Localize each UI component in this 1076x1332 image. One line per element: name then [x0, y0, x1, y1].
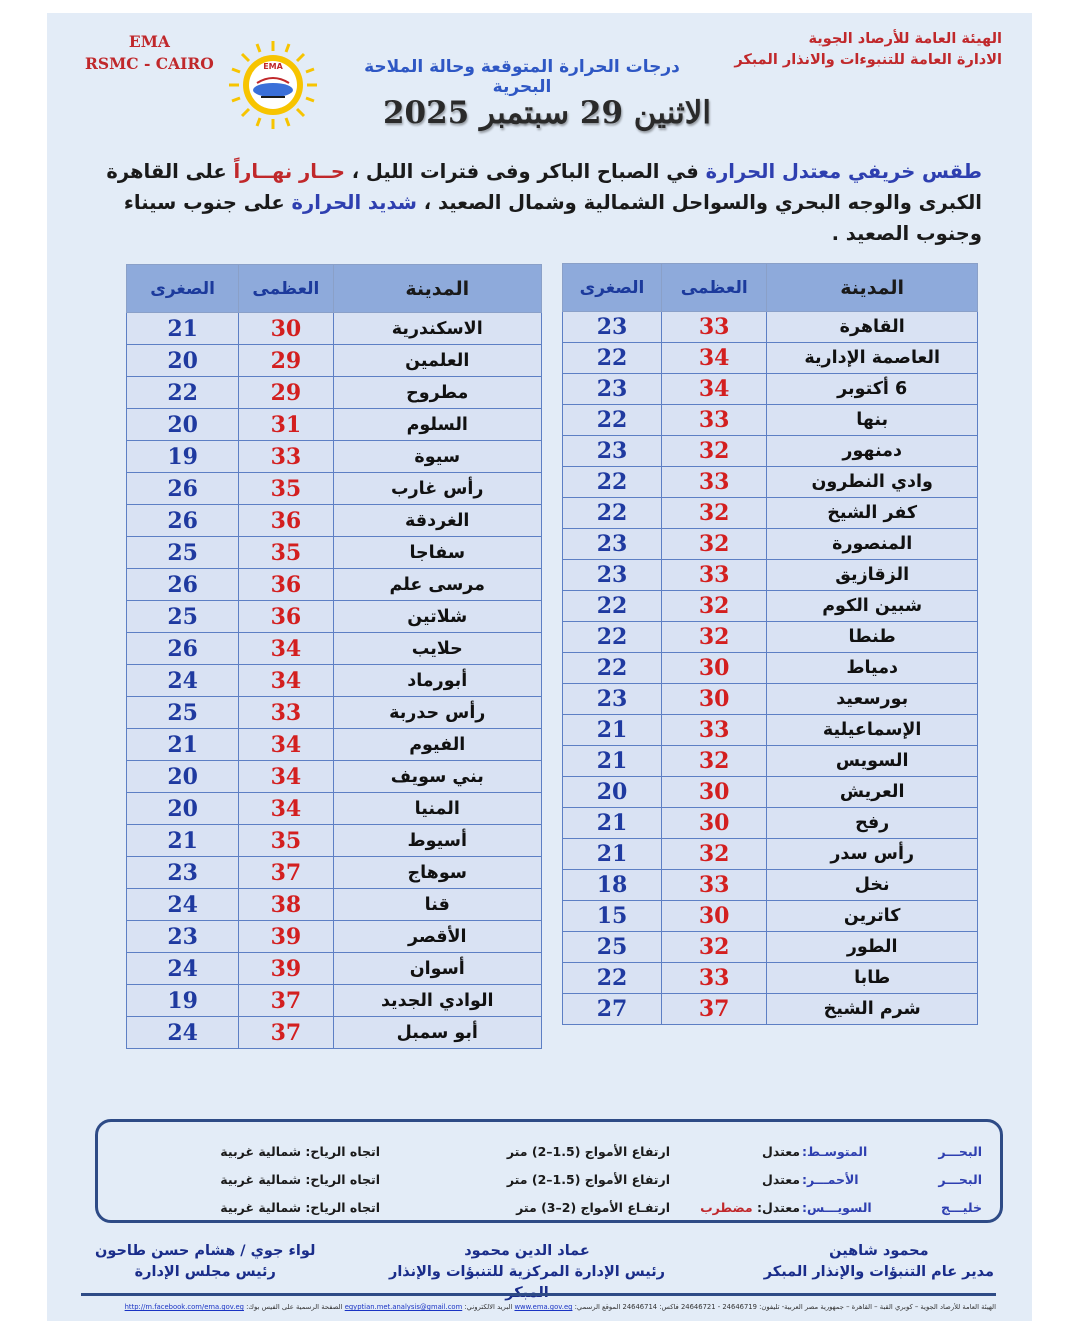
table-row — [563, 498, 978, 529]
min-temp-cell: 24 — [127, 1017, 239, 1049]
max-temp-cell: 34 — [239, 665, 333, 697]
min-temp-cell: 23 — [563, 560, 662, 591]
city-cell: سفاجا — [333, 537, 542, 569]
sea-state — [700, 1200, 800, 1215]
city-cell: حلايب — [333, 633, 542, 665]
sea-row — [98, 1172, 1000, 1194]
min-temp-cell: 27 — [563, 994, 662, 1025]
min-temp-cell: 24 — [127, 953, 239, 985]
city-cell: نخل — [767, 870, 978, 901]
max-temp-cell: 36 — [239, 601, 333, 633]
table-row — [563, 591, 978, 622]
table-row — [127, 889, 542, 921]
min-temp-cell: 24 — [127, 665, 239, 697]
desc-part-2: في الصباح الباكر وفى فترات الليل ، — [344, 160, 706, 183]
desc-part-5: شديد الحرارة — [291, 191, 417, 214]
min-temp-cell: 21 — [563, 808, 662, 839]
sea-row — [98, 1200, 1000, 1222]
max-temp-cell: 30 — [662, 777, 767, 808]
max-temp-cell: 36 — [239, 569, 333, 601]
min-temp-cell: 25 — [127, 537, 239, 569]
footer-address: الهيئة العامة للأرصاد الجوية – كوبري القبة – القاهرة – جمهورية مصر العربية- تليفون: 24646719 - 24646721 فاكس: 24646714 الموقع الرسمي: — [574, 1303, 996, 1311]
min-temp-cell: 26 — [127, 633, 239, 665]
min-temp-cell: 20 — [127, 345, 239, 377]
table-row — [563, 653, 978, 684]
min-temp-cell: 23 — [563, 684, 662, 715]
min-temp-cell: 26 — [127, 569, 239, 601]
header-min: الصغرى — [127, 265, 239, 313]
max-temp-cell: 34 — [239, 633, 333, 665]
table-row — [563, 560, 978, 591]
city-cell: الزقازيق — [767, 560, 978, 591]
footer-facebook-link[interactable]: http://m.facebook.com/ema.gov.eg — [124, 1303, 244, 1311]
min-temp-cell: 19 — [127, 985, 239, 1017]
city-cell: الطور — [767, 932, 978, 963]
max-temp-cell: 34 — [662, 343, 767, 374]
max-temp-cell: 33 — [662, 467, 767, 498]
sea-state — [762, 1144, 800, 1159]
min-temp-cell: 22 — [563, 591, 662, 622]
desc-part-6: على جنوب سيناء وجنوب الصعيد . — [123, 191, 982, 245]
temperature-table-left — [126, 264, 542, 1049]
city-cell: السويس — [767, 746, 978, 777]
city-cell: رفح — [767, 808, 978, 839]
weather-description — [87, 156, 982, 249]
footer-divider — [81, 1293, 996, 1296]
city-cell: المنيا — [333, 793, 542, 825]
min-temp-cell: 20 — [127, 409, 239, 441]
city-cell: شبين الكوم — [767, 591, 978, 622]
city-cell: طابا — [767, 963, 978, 994]
city-cell: كاترين — [767, 901, 978, 932]
max-temp-cell: 29 — [239, 377, 333, 409]
max-temp-cell: 37 — [662, 994, 767, 1025]
table-row — [127, 793, 542, 825]
org-line-2: الادارة العامة للتنبوءات والانذار المبكر — [734, 52, 1002, 68]
page-subtitle: درجات الحرارة المتوقعة وحالة الملاحة البحرية — [364, 57, 680, 97]
min-temp-cell: 23 — [127, 857, 239, 889]
max-temp-cell: 39 — [239, 953, 333, 985]
marine-conditions-box — [95, 1119, 1003, 1223]
table-row — [563, 746, 978, 777]
max-temp-cell: 37 — [239, 1017, 333, 1049]
min-temp-cell: 26 — [127, 505, 239, 537]
sea-state-warning: مضطرب — [700, 1200, 753, 1215]
min-temp-cell: 19 — [127, 441, 239, 473]
max-temp-cell: 32 — [662, 932, 767, 963]
max-temp-cell: 30 — [662, 808, 767, 839]
min-temp-cell: 22 — [563, 963, 662, 994]
table-row — [127, 697, 542, 729]
max-temp-cell: 35 — [239, 537, 333, 569]
signature-title: مدير عام التنبؤات والإنذار المبكر — [763, 1264, 994, 1280]
min-temp-cell: 20 — [563, 777, 662, 808]
max-temp-cell: 31 — [239, 409, 333, 441]
min-temp-cell: 21 — [563, 746, 662, 777]
city-cell: كفر الشيخ — [767, 498, 978, 529]
table-row — [563, 343, 978, 374]
min-temp-cell: 25 — [127, 697, 239, 729]
min-temp-cell: 22 — [127, 377, 239, 409]
table-row — [127, 665, 542, 697]
min-temp-cell: 23 — [563, 312, 662, 343]
max-temp-cell: 30 — [662, 684, 767, 715]
min-temp-cell: 25 — [563, 932, 662, 963]
table-row — [127, 441, 542, 473]
table-row — [127, 505, 542, 537]
min-temp-cell: 22 — [563, 653, 662, 684]
signature-name: عماد الدين محمود — [464, 1243, 590, 1259]
table-row — [127, 921, 542, 953]
sea-row — [98, 1144, 1000, 1166]
city-cell: بني سويف — [333, 761, 542, 793]
min-temp-cell: 23 — [127, 921, 239, 953]
header-max: العظمى — [662, 264, 767, 312]
city-cell: السلوم — [333, 409, 542, 441]
table-row — [127, 537, 542, 569]
max-temp-cell: 37 — [239, 857, 333, 889]
max-temp-cell: 33 — [662, 405, 767, 436]
min-temp-cell: 21 — [127, 313, 239, 345]
city-cell: سيوة — [333, 441, 542, 473]
city-cell: أبو سمبل — [333, 1017, 542, 1049]
city-cell: القاهرة — [767, 312, 978, 343]
sea-waves: ارتفاع الأمواج (1.5–2) متر — [506, 1172, 670, 1187]
max-temp-cell: 33 — [662, 870, 767, 901]
min-temp-cell: 22 — [563, 467, 662, 498]
max-temp-cell: 33 — [239, 441, 333, 473]
city-cell: دمياط — [767, 653, 978, 684]
max-temp-cell: 38 — [239, 889, 333, 921]
max-temp-cell: 30 — [662, 901, 767, 932]
min-temp-cell: 22 — [563, 405, 662, 436]
forecast-date: الاثنين 29 سبتمبر 2025 — [382, 95, 712, 131]
table-row — [127, 825, 542, 857]
forecast-page — [47, 13, 1032, 1321]
footer-email-label: البريد الالكتروني: — [464, 1303, 513, 1311]
min-temp-cell: 20 — [127, 793, 239, 825]
table-row — [563, 839, 978, 870]
max-temp-cell: 36 — [239, 505, 333, 537]
city-cell: مرسى علم — [333, 569, 542, 601]
table-row — [127, 377, 542, 409]
footer-facebook-label: الصفحة الرسمية على الفيس بوك: — [246, 1303, 343, 1311]
city-cell: أسوان — [333, 953, 542, 985]
signature-title: رئيس مجلس الإدارة — [134, 1264, 276, 1280]
min-temp-cell: 23 — [563, 374, 662, 405]
max-temp-cell: 34 — [662, 374, 767, 405]
min-temp-cell: 23 — [563, 529, 662, 560]
city-cell: الوادي الجديد — [333, 985, 542, 1017]
max-temp-cell: 32 — [662, 746, 767, 777]
max-temp-cell: 32 — [662, 591, 767, 622]
table-row — [563, 963, 978, 994]
table-row — [127, 953, 542, 985]
sea-waves: ارتفاع الأمواج (1.5–2) متر — [506, 1144, 670, 1159]
city-cell: طنطا — [767, 622, 978, 653]
max-temp-cell: 34 — [239, 729, 333, 761]
max-temp-cell: 34 — [239, 793, 333, 825]
footer-website-link[interactable]: www.ema.gov.eg — [514, 1303, 573, 1311]
max-temp-cell: 32 — [662, 529, 767, 560]
table-row — [563, 467, 978, 498]
city-cell: الاسكندرية — [333, 313, 542, 345]
city-cell: سوهاج — [333, 857, 542, 889]
max-temp-cell: 32 — [662, 436, 767, 467]
city-cell: العاصمة الإدارية — [767, 343, 978, 374]
city-cell: الإسماعيلية — [767, 715, 978, 746]
table-row — [563, 901, 978, 932]
table-row — [563, 436, 978, 467]
city-cell: رأس حدربة — [333, 697, 542, 729]
min-temp-cell: 15 — [563, 901, 662, 932]
city-cell: رأس غارب — [333, 473, 542, 505]
max-temp-cell: 33 — [239, 697, 333, 729]
org-name-arabic — [734, 29, 1002, 71]
max-temp-cell: 35 — [239, 473, 333, 505]
city-cell: شرم الشيخ — [767, 994, 978, 1025]
org-name-english — [85, 31, 214, 75]
city-cell: الأقصر — [333, 921, 542, 953]
city-cell: أسيوط — [333, 825, 542, 857]
min-temp-cell: 21 — [127, 825, 239, 857]
table-row — [127, 633, 542, 665]
city-cell: قنا — [333, 889, 542, 921]
table-row — [563, 374, 978, 405]
desc-part-1: طقس خريفي معتدل الحرارة — [705, 160, 982, 183]
max-temp-cell: 39 — [239, 921, 333, 953]
table-row — [563, 777, 978, 808]
city-cell: الفيوم — [333, 729, 542, 761]
max-temp-cell: 33 — [662, 560, 767, 591]
table-row — [563, 312, 978, 343]
table-row — [127, 601, 542, 633]
city-cell: مطروح — [333, 377, 542, 409]
max-temp-cell: 32 — [662, 498, 767, 529]
min-temp-cell: 21 — [563, 715, 662, 746]
max-temp-cell: 32 — [662, 839, 767, 870]
max-temp-cell: 30 — [239, 313, 333, 345]
city-cell: العريش — [767, 777, 978, 808]
table-row — [127, 985, 542, 1017]
header-city: المدينة — [333, 265, 542, 313]
sea-name: البحـــر الأحمـــر: — [802, 1172, 982, 1187]
table-row — [127, 1017, 542, 1049]
sea-name: خليـــج السويـــس: — [802, 1200, 982, 1215]
max-temp-cell: 35 — [239, 825, 333, 857]
min-temp-cell: 24 — [127, 889, 239, 921]
sea-wind: اتجاه الرياح: شمالية غربية — [220, 1200, 380, 1215]
table-row — [127, 345, 542, 377]
city-cell: الغردقة — [333, 505, 542, 537]
temperature-table-right — [562, 263, 978, 1025]
min-temp-cell: 25 — [127, 601, 239, 633]
city-cell: بنها — [767, 405, 978, 436]
table-row — [127, 857, 542, 889]
sea-state-text: معتدل — [762, 1172, 800, 1187]
city-cell: 6 أكتوبر — [767, 374, 978, 405]
min-temp-cell: 21 — [127, 729, 239, 761]
footer-email-link[interactable]: egyptian.met.analysis@gmail.com — [344, 1303, 463, 1311]
min-temp-cell: 18 — [563, 870, 662, 901]
min-temp-cell: 26 — [127, 473, 239, 505]
logo-text: EMA — [263, 62, 283, 71]
city-cell: شلاتين — [333, 601, 542, 633]
table-row — [563, 684, 978, 715]
sea-waves: ارتفـاع الأمواج (2–3) متر — [516, 1200, 670, 1215]
signature-name: محمود شاهين — [829, 1243, 929, 1259]
signature-block — [95, 1241, 315, 1283]
desc-part-3: حــار نهــاراً — [233, 160, 345, 183]
table-row — [127, 409, 542, 441]
city-cell: العلمين — [333, 345, 542, 377]
max-temp-cell: 33 — [662, 312, 767, 343]
max-temp-cell: 34 — [239, 761, 333, 793]
table-row — [563, 405, 978, 436]
table-row — [127, 473, 542, 505]
city-cell: دمنهور — [767, 436, 978, 467]
table-row — [563, 622, 978, 653]
header-city: المدينة — [767, 264, 978, 312]
sea-state-text: معتدل — [762, 1144, 800, 1159]
table-row — [127, 313, 542, 345]
min-temp-cell: 23 — [563, 436, 662, 467]
sea-wind: اتجاه الرياح: شمالية غربية — [220, 1172, 380, 1187]
org-en-line-2: RSMC - CAIRO — [85, 54, 214, 73]
min-temp-cell: 22 — [563, 343, 662, 374]
desc-part-4: على القاهرة الكبرى والوجه البحري والسواحل الشمالية وشمال الصعيد ، — [106, 160, 982, 214]
city-cell: بورسعيد — [767, 684, 978, 715]
city-cell: المنصورة — [767, 529, 978, 560]
max-temp-cell: 32 — [662, 622, 767, 653]
signature-block — [764, 1241, 994, 1283]
city-cell: وادي النطرون — [767, 467, 978, 498]
city-cell: رأس سدر — [767, 839, 978, 870]
max-temp-cell: 37 — [239, 985, 333, 1017]
max-temp-cell: 29 — [239, 345, 333, 377]
table-row — [563, 932, 978, 963]
org-line-1: الهيئة العامة للأرصاد الجوية — [808, 31, 1002, 47]
min-temp-cell: 20 — [127, 761, 239, 793]
max-temp-cell: 33 — [662, 963, 767, 994]
table-row — [127, 569, 542, 601]
table-row — [127, 729, 542, 761]
signature-title: رئيس الإدارة المركزية للتنبؤات والإنذار — [388, 1264, 665, 1280]
max-temp-cell: 33 — [662, 715, 767, 746]
signature-name: لواء جوي / هشام حسن طاحون — [95, 1243, 316, 1259]
header-max: العظمى — [239, 265, 333, 313]
max-temp-cell: 30 — [662, 653, 767, 684]
ema-logo-icon — [227, 39, 319, 131]
sea-state — [762, 1172, 800, 1187]
table-row — [563, 808, 978, 839]
city-cell: أبورماد — [333, 665, 542, 697]
min-temp-cell: 22 — [563, 622, 662, 653]
header-min: الصغرى — [563, 264, 662, 312]
sea-name: البحـــر المتوسـط: — [802, 1144, 982, 1159]
min-temp-cell: 22 — [563, 498, 662, 529]
min-temp-cell: 21 — [563, 839, 662, 870]
table-row — [563, 529, 978, 560]
table-row — [563, 994, 978, 1025]
sea-wind: اتجاه الرياح: شمالية غربية — [220, 1144, 380, 1159]
footer — [81, 1303, 996, 1311]
table-row — [127, 761, 542, 793]
sea-state-text: معتدل: — [752, 1200, 800, 1215]
table-row — [563, 715, 978, 746]
org-en-line-1: EMA — [128, 32, 170, 51]
table-row — [563, 870, 978, 901]
